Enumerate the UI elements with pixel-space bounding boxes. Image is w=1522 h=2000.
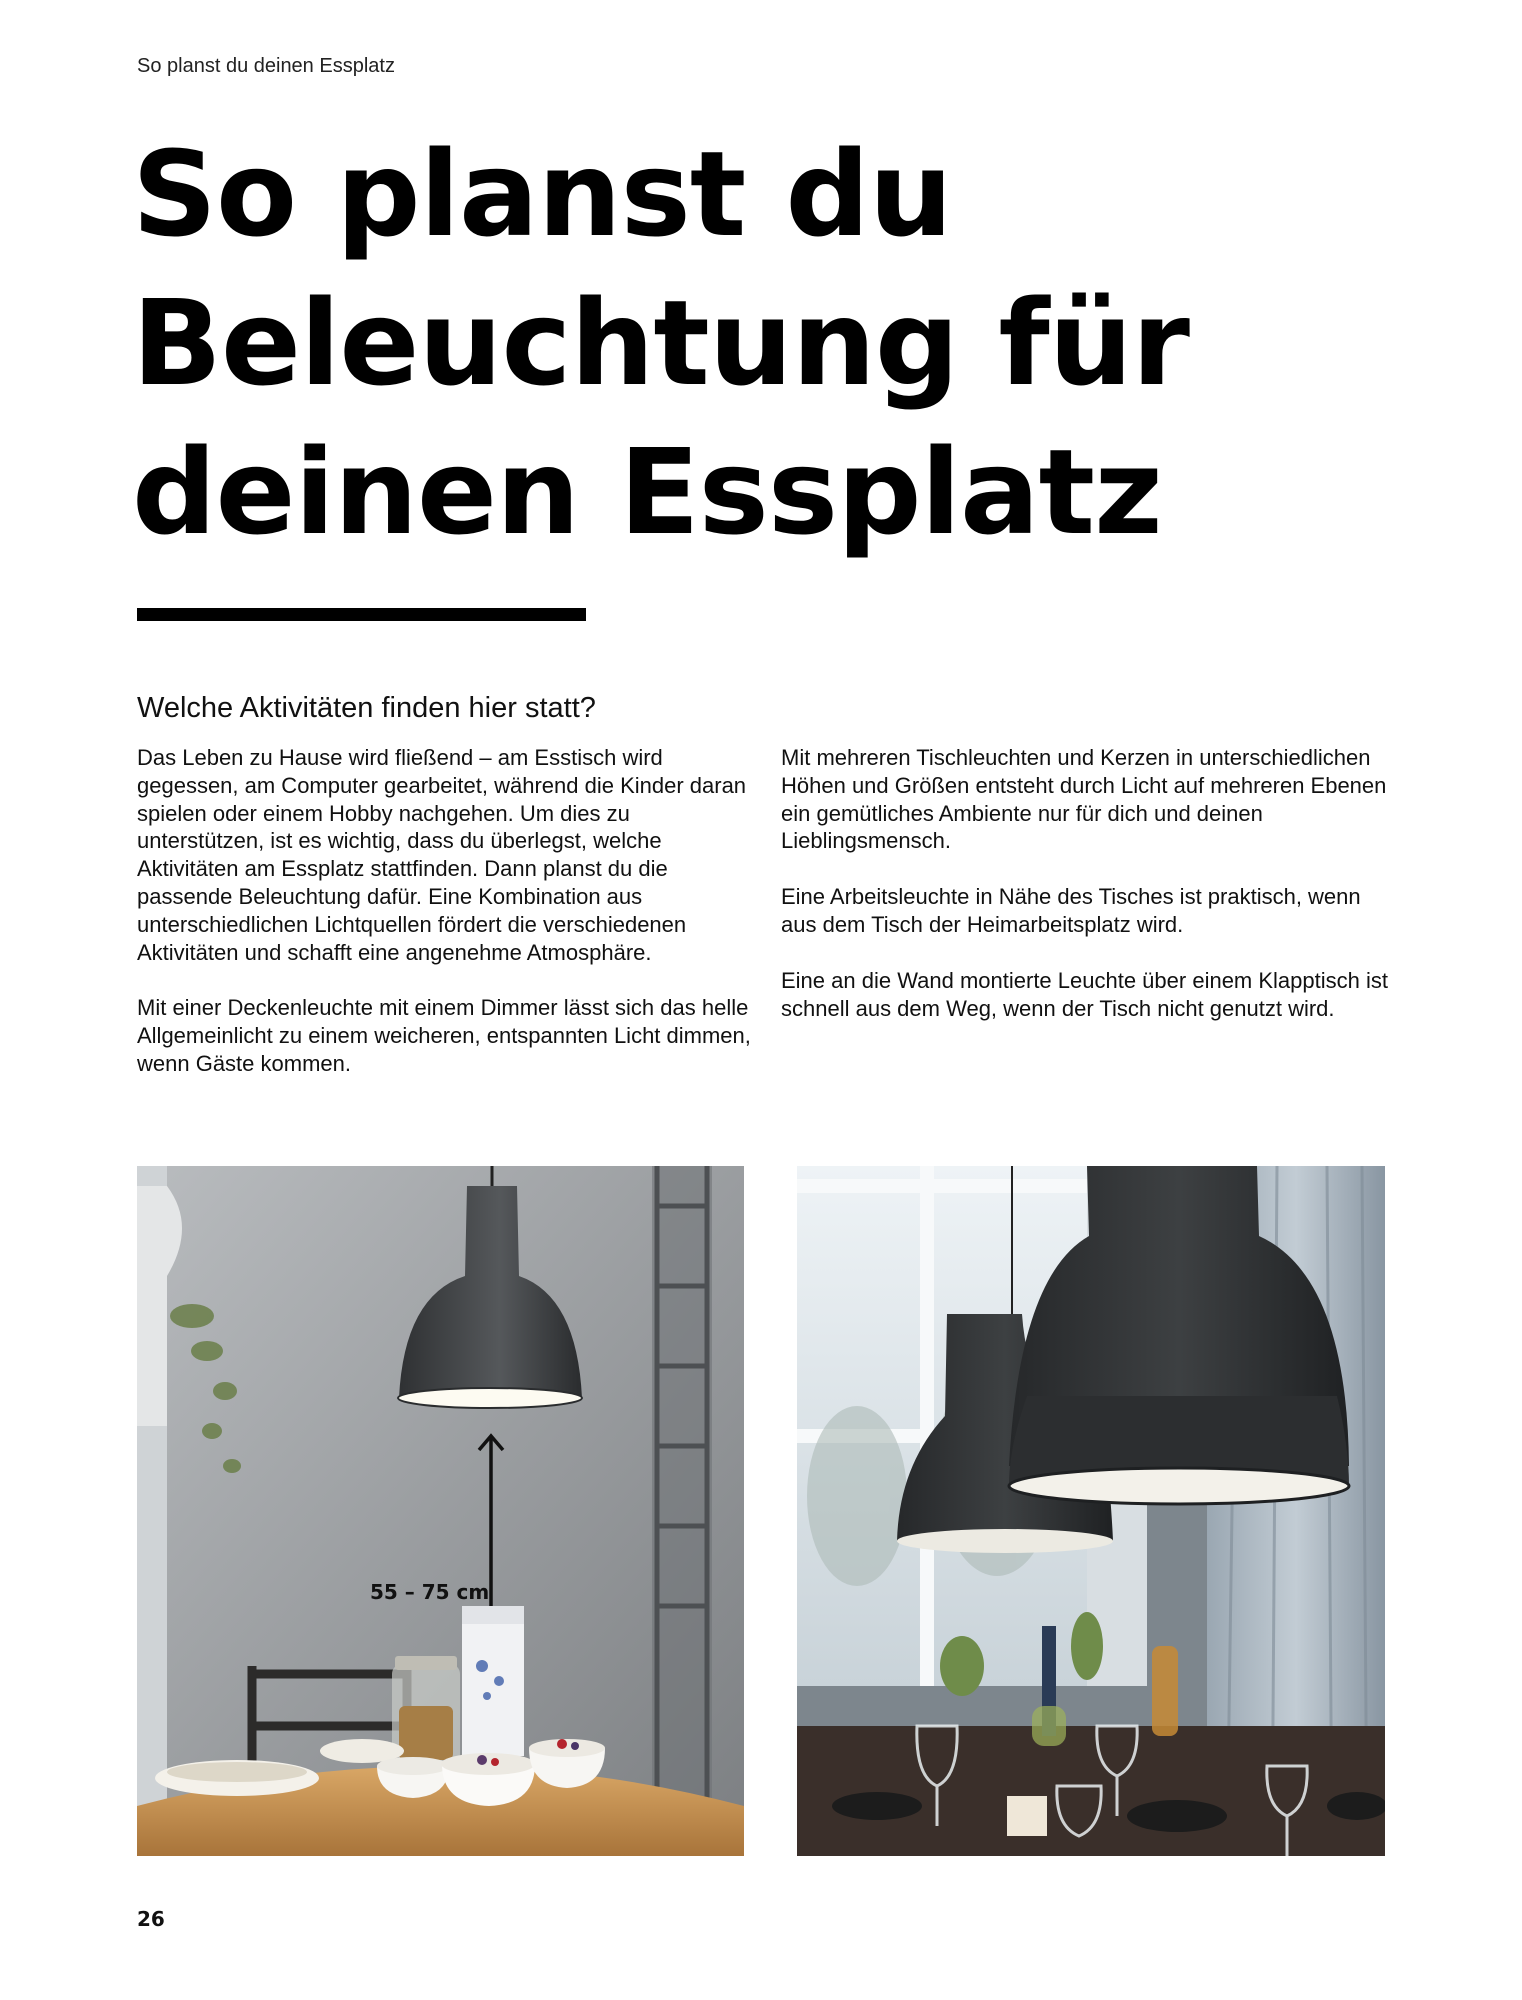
body-paragraph: Das Leben zu Hause wird fließend – am Esstisch wird gegessen, am Computer gearbeitet, während die Kinder daran spielen oder einem Hobby nachgehen. Um dies zu unterstützen, ist es wichtig, dass du überlegst, welche Aktivitäten am Essplatz stattfinden. Dann planst du die passende Beleuchtung dafür. Eine Kombination aus unterschiedlichen Lichtquellen fördert die verschiedenen Aktivitäten und schafft eine angenehme Atmosphäre. bbox=[137, 745, 747, 965]
page-number: 26 bbox=[137, 1907, 165, 1931]
page-title bbox=[132, 120, 1382, 567]
lamp-height-measure-label: 55 – 75 cm bbox=[370, 1580, 490, 1604]
title-underline-rule bbox=[137, 608, 586, 621]
page-title-line: So planst du bbox=[132, 125, 952, 263]
page-title-line: deinen Essplatz bbox=[132, 423, 1162, 561]
body-paragraph: Mit einer Deckenleuchte mit einem Dimmer lässt sich das helle Allgemeinlicht zu einem weicheren, entspannten Licht dimmen, wenn Gäste kommen. bbox=[137, 995, 751, 1076]
body-column-left bbox=[137, 744, 752, 1106]
page-title-line: Beleuchtung für bbox=[132, 274, 1189, 412]
photo-pendant-lamp-over-table bbox=[137, 1166, 744, 1856]
section-heading: Welche Aktivitäten finden hier statt? bbox=[137, 692, 596, 724]
body-paragraph: Mit mehreren Tischleuchten und Kerzen in unterschiedlichen Höhen und Größen entsteht durch Licht auf mehreren Ebenen ein gemütliches Ambiente nur für dich und deinen Lieblingsmensch. bbox=[781, 745, 1387, 854]
body-column-right bbox=[781, 744, 1396, 1050]
body-paragraph: Eine an die Wand montierte Leuchte über einem Klapptisch ist schnell aus dem Weg, wenn der Tisch nicht genutzt wird. bbox=[781, 967, 1388, 1021]
body-paragraph: Eine Arbeitsleuchte in Nähe des Tisches ist praktisch, wenn aus dem Tisch der Heimarbeitsplatz wird. bbox=[781, 884, 1361, 937]
running-header: So planst du deinen Essplatz bbox=[137, 55, 395, 77]
photo-two-pendant-lamps bbox=[797, 1166, 1385, 1856]
